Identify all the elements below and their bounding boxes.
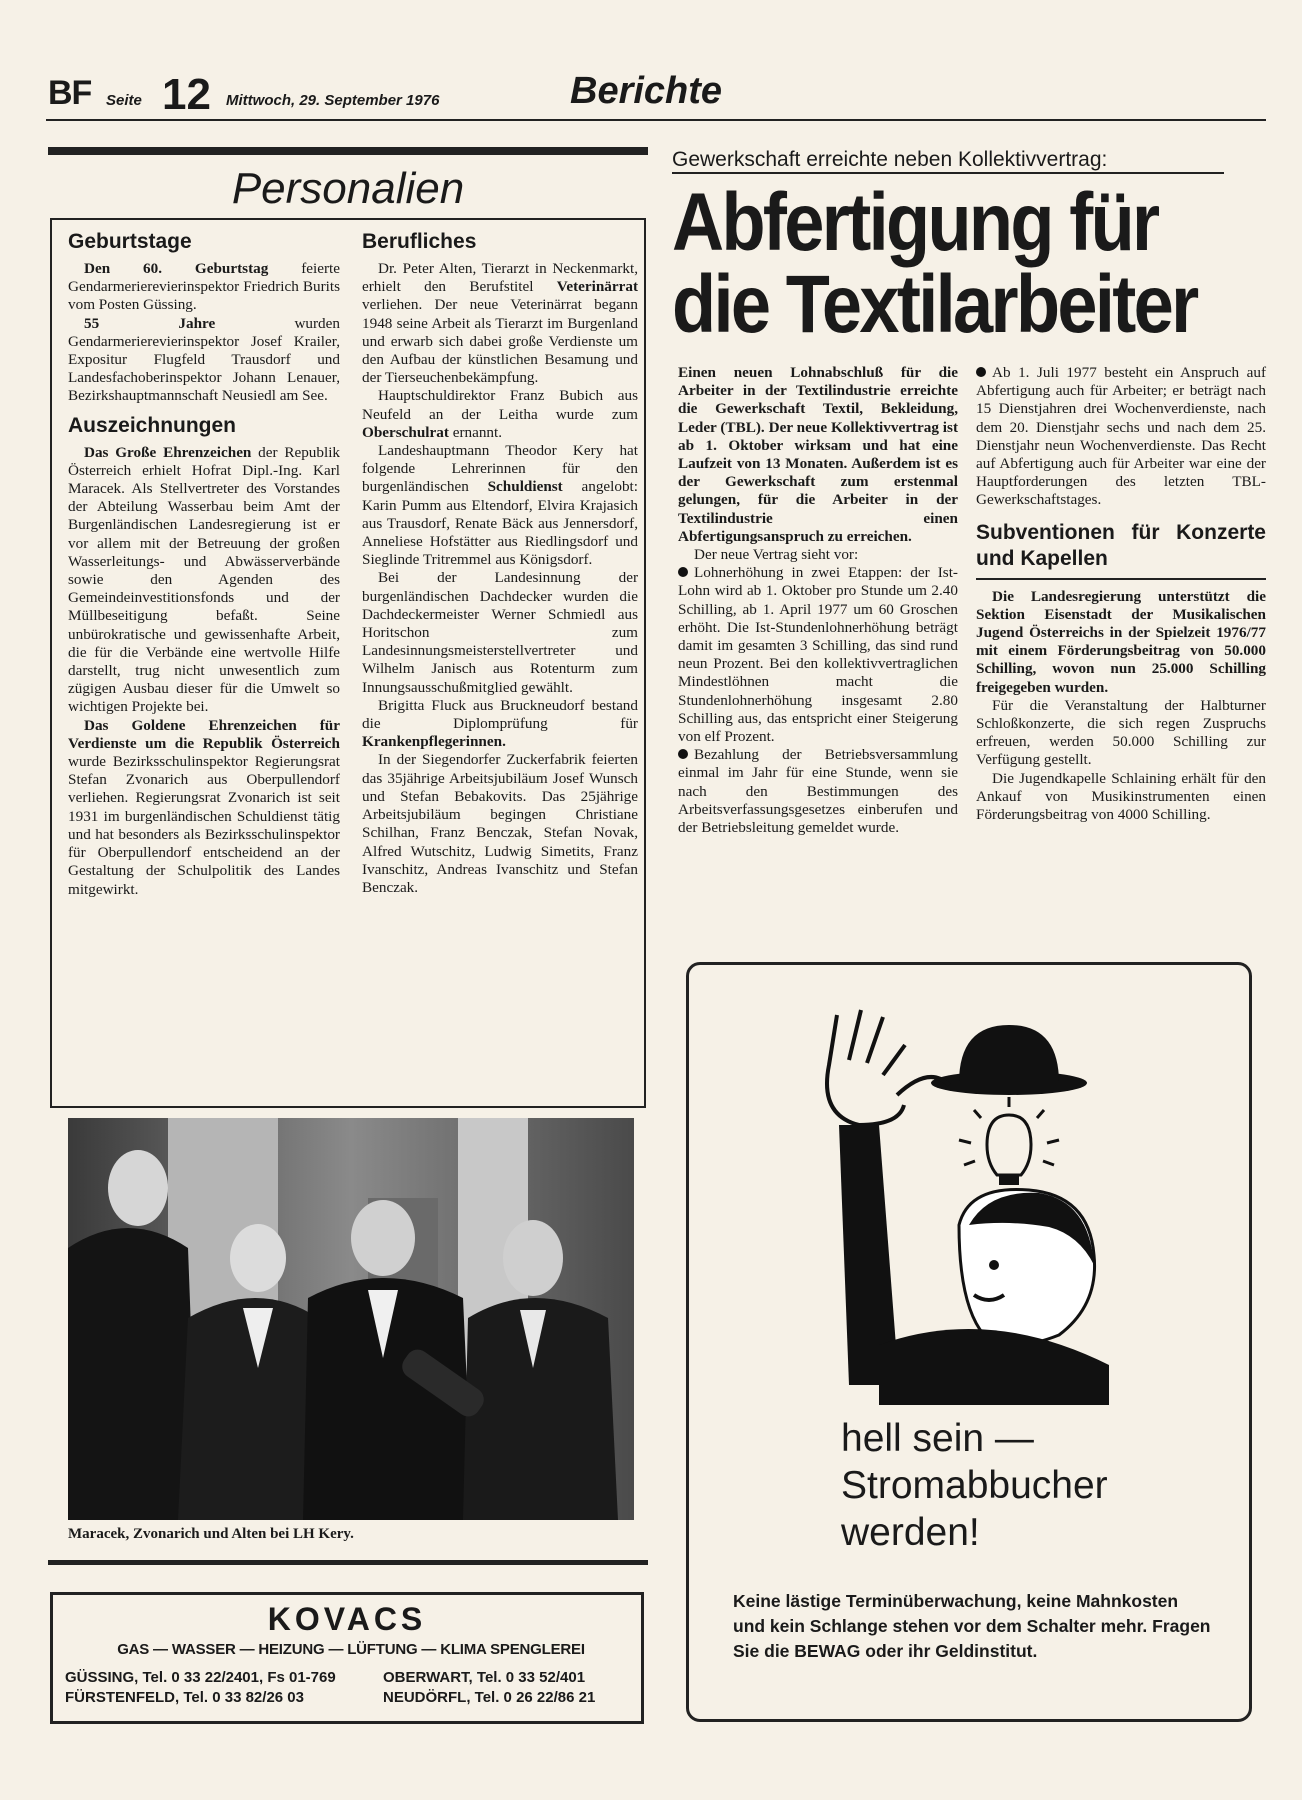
lightbulb-man-illustration-icon [809, 1005, 1129, 1405]
page-number: 12 [162, 70, 211, 119]
article-lead: Einen neuen Lohnabschluß für die Arbeiter in der Textilindustrie erreichte die Gewerkschaft Textil, Bekleidung, Leder (TBL). Der neue Kollektivvertrag ist ab 1. Oktober wirksam und hat eine Laufzeit von 13 Monaten. Außerdem ist es der Gewerkschaft zum erstenmal gelungen, für die Arbeiter in der Textilindustrie einen Abfertigungsanspruch zu erreichen. [678, 364, 958, 545]
auszeichnungen-heading: Auszeichnungen [68, 413, 237, 437]
newspaper-logo: BF [48, 74, 92, 112]
bewag-ad [686, 962, 1252, 1722]
subventionen-heading: Subventionen für Konzerte und Kapellen [976, 520, 1266, 580]
berufliches-p1: Dr. Peter Alten, Tierarzt in Neckenmarkt, erhielt den Berufstitel Veterinärrat verliehen. Der neue Veterinärrat begann 1948 seine Arbeit als Tierarzt im Burgenland und erwarb sich dabei große Verdienste um den Aufbau der künstlichen Besamung und der Tierseuchenbekämpfung. [362, 260, 638, 387]
article-bullet-1: Lohnerhöhung in zwei Etappen: der Ist-Lohn wird ab 1. Oktober pro Stunde um 2.40 Schilling, ab 1. April 1977 um 60 Groschen erhöht. Die Ist-Stundenlohnerhöhung beträgt damit im gesamten 3 Schilling, das sind rund neun Prozent. Bei den kollektivvertraglichen Mindestlöhnen macht die Stundenlohnerhöhung insgesamt 2.80 Schilling aus, das entspricht einer Steigerung von elf Prozent. [678, 564, 958, 746]
geburtstage-p2: 55 Jahre wurden Gendarmerierevierinspektor Josef Krailer, Expositur Flugfeld Trausdorf und Landesfachoberinspektor Johann Lenauer, Bezirkshauptmannschaft Neusiedl am See. [68, 314, 340, 405]
bullet-icon [678, 567, 688, 577]
subventionen-p2: Für die Veranstaltung der Halbturner Schloßkonzerte, die sich regen Zuspruchs erfreuen, werden 50.000 Schilling zur Verfügung gestellt. [976, 696, 1266, 769]
bewag-slogan [841, 1415, 1108, 1556]
slogan-line-2: Stromabbucher [841, 1464, 1108, 1507]
kovacs-name: KOVACS [267, 1601, 427, 1637]
slogan-line-1: hell sein — [841, 1417, 1034, 1460]
photo-rule [48, 1560, 648, 1565]
kovacs-address-fuerstenfeld: FÜRSTENFELD, Tel. 0 33 82/26 03 [65, 1689, 304, 1706]
headline-line-1: Abfertigung für [672, 177, 1158, 268]
geburtstage-p1: Den 60. Geburtstag feierte Gendarmerierevierinspektor Friedrich Burits vom Posten Güssing. [68, 260, 340, 314]
photo-caption: Maracek, Zvonarich und Alten bei LH Kery. [68, 1526, 354, 1542]
kovacs-address-neudoerfl: NEUDÖRFL, Tel. 0 26 22/86 21 [383, 1689, 596, 1706]
issue-date: Mittwoch, 29. September 1976 [226, 92, 440, 109]
berufliches-heading: Berufliches [362, 230, 477, 253]
page-label: Seite [106, 92, 142, 109]
article-bullet-2: Bezahlung der Betriebsversammlung einmal im Jahr für eine Stunde, wenn sie nach den Bestimmungen des Arbeitsverfassungsgesetzes einberufen und der Betriebsleitung gemeldet wurde. [678, 746, 958, 837]
berufliches-p2: Hauptschuldirektor Franz Bubich aus Neufeld an der Leitha wurde zum Oberschulrat ernannt. [362, 387, 638, 441]
header-rule [46, 119, 1266, 121]
subventionen-lead: Die Landesregierung unterstützt die Sektion Eisenstadt der Musikalischen Jugend Österreichs in der Spielzeit 1976/77 mit einem Förderungsbeitrag von 50.000 Schilling, wovon nun 25.000 Schilling freigegeben wurden. [976, 587, 1266, 696]
personalien-column-2 [362, 230, 638, 897]
bewag-body: Keine lästige Terminüberwachung, keine Mahnkosten und kein Schlange stehen vor dem Schalter mehr. Fragen Sie die BEWAG oder ihr Geldinstitut. [733, 1591, 1211, 1661]
article-column-2 [976, 364, 1266, 824]
article-headline [672, 177, 1200, 350]
personalien-column-1 [68, 230, 340, 899]
bullet-icon [678, 749, 688, 759]
section-title: Berichte [570, 70, 723, 112]
article-intro: Der neue Vertrag sieht vor: [694, 546, 859, 564]
kovacs-ad [50, 1592, 644, 1724]
auszeichnungen-p1: Das Große Ehrenzeichen der Republik Österreich erhielt Hofrat Dipl.-Ing. Karl Maracek. Als Stellvertreter des Vorstandes der Abteilung Wasserbau beim Amt der Burgenländischen Landesregierung ist er vor allem mit der Betreuung der großen Wasserleitungs- und Abwässerverbände sowie den Agenden des Gemeindeinvestitionsfonds und der Müllbeseitigung befaßt. Seine unbürokratische und gewissenhafte Arbeit, die für die Verbände eine wertvolle Hilfe darstellt, trug nicht unwesentlich zum zügigen Ausbau dieser für die Umwelt so wichtigen Projekte bei. [68, 443, 341, 716]
bullet-icon [976, 367, 986, 377]
subventionen-p3: Die Jugendkapelle Schlaining erhält für den Ankauf von Musikinstrumenten einen Förderungsbeitrag von 4000 Schilling. [976, 769, 1266, 824]
headline-line-2: die Textilarbeiter [672, 259, 1197, 350]
berufliches-p3: Landeshauptmann Theodor Kery hat folgende Lehrerinnen für den burgenländischen Schuldienst angelobt: Karin Pumm aus Eltendorf, Elvira Krajasich aus Trausdorf, Renate Bäck aus Jennersdorf, Anneliese Hofstätter aus Riedlingsdorf und Sieglinde Tritremmel aus Königsdorf. [362, 442, 638, 569]
photo-four-men-icon [68, 1118, 634, 1520]
geburtstage-heading: Geburtstage [68, 230, 192, 253]
berufliches-p6: In der Siegendorfer Zuckerfabrik feierten das 35jährige Arbeitsjubiläum Josef Wunsch und Stefan Bebakovits. Das 25jährige Arbeitsjubiläum begingen Christiane Schilhan, Franz Benczak, Stefan Novak, Alfred Wutschitz, Ludwig Simetits, Franz Ivanschitz, Andreas Ivanschitz und Stefan Benczak. [362, 751, 638, 896]
berufliches-p4: Bei der Landesinnung der burgenländischen Dachdecker wurden die Dachdeckermeister Werner Schmiedl aus Horitschon zum Landesinnungsmeisterstellvertreter und Wilhelm Janisch aus Rotenturm zum Innungsausschußmitglied gewählt. [362, 569, 638, 696]
auszeichnungen-p2: Das Goldene Ehrenzeichen für Verdienste um die Republik Österreich wurde Bezirksschulinspektor Regierungsrat Stefan Zvonarich aus Oberpullendorf verliehen. Regierungsrat Zvonarich ist seit 1931 im burgenländischen Schuldienst tätig und hat besonders als Bezirksschulinspektor für Oberpullendorf entscheidend an der Gestaltung der Schulpolitik des Landes mitgewirkt. [68, 716, 340, 898]
kicker-rule [672, 172, 1224, 174]
news-photo [68, 1118, 634, 1520]
article-kicker: Gewerkschaft erreichte neben Kollektivvertrag: [672, 148, 1108, 171]
article-column-1 [678, 364, 958, 837]
slogan-line-3: werden! [841, 1511, 980, 1554]
kovacs-trades: GAS — WASSER — HEIZUNG — LÜFTUNG — KLIMA SPENGLEREI [117, 1641, 585, 1658]
kovacs-address-guessing: GÜSSING, Tel. 0 33 22/2401, Fs 01-769 [65, 1669, 336, 1686]
berufliches-p5: Brigitta Fluck aus Bruckneudorf bestand die Diplomprüfung für Krankenpflegerinnen. [362, 696, 638, 751]
article-bullet-3: Ab 1. Juli 1977 besteht ein Anspruch auf Abfertigung auch für Arbeiter; er beträgt nach 15 Dienstjahren drei Wochenverdienste, nach dem 20. Dienstjahr sechs und nach dem 25. Dienstjahr neun Wochenverdienste. Das Recht auf Abfertigung auch für Arbeiter war eine der Hauptforderungen des letzten TBL-Gewerkschaftstages. [976, 364, 1266, 509]
personalien-bar [48, 147, 648, 155]
kovacs-address-oberwart: OBERWART, Tel. 0 33 52/401 [383, 1669, 586, 1686]
personalien-title: Personalien [231, 164, 465, 213]
